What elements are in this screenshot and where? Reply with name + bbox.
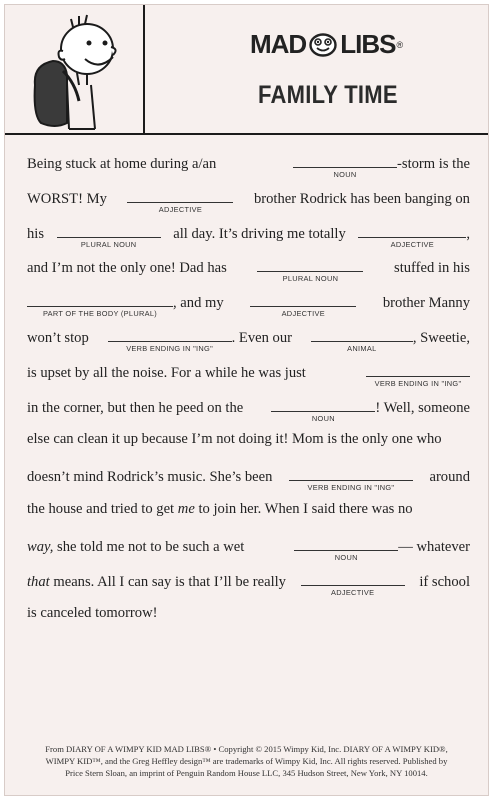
story-text-segment: , Sweetie, [412, 329, 470, 346]
story-line-6 [27, 327, 470, 362]
story-line-14 [27, 605, 470, 640]
blank-label: ANIMAL [347, 343, 377, 353]
story-text-segment: — whatever [398, 538, 470, 555]
blank-adjective[interactable] [301, 571, 405, 597]
story-emphasis: way, [27, 538, 54, 555]
story-text-segment: , [466, 225, 470, 242]
blank-label: PLURAL NOUN [80, 239, 137, 249]
story-text-segment: she told me not to be such a wet [57, 538, 245, 555]
blank-label: VERB ENDING IN "ING" [126, 343, 214, 353]
story-text-segment: won’t stop [27, 329, 89, 346]
story-line-5 [27, 292, 470, 327]
mad-libs-page [4, 4, 489, 796]
story-text-segment: is upset by all the noise. For a while he was just [27, 364, 306, 381]
story-line-12 [27, 536, 470, 571]
greg-heffley-drawing-icon [5, 5, 141, 131]
copyright-line: WIMPY KID™, and the Greg Heffley design™ are trademarks of Wimpy Kid, Inc. All rights reserved. Published by [45, 756, 448, 766]
story-emphasis: that [27, 573, 50, 590]
logo-registered-mark: ® [396, 39, 403, 50]
story-text-segment: Being stuck at home during a/an [27, 156, 217, 172]
mad-libs-logo [250, 29, 402, 60]
logo-text-right: LIBS [340, 29, 396, 59]
blank-adjective[interactable] [358, 223, 466, 249]
story-emphasis: me [177, 500, 195, 517]
blank-verb-ending-in-ing[interactable] [289, 466, 413, 493]
story-line-13 [27, 571, 470, 606]
blank-label: ADJECTIVE [390, 239, 435, 249]
story-text-segment: WORST! My [27, 190, 107, 207]
story-line-3 [27, 223, 470, 258]
greg-heffley-illustration [5, 5, 145, 133]
blank-label: PLURAL NOUN [282, 274, 339, 284]
blank-animal[interactable] [311, 327, 413, 353]
logo-text-left: MAD [250, 29, 307, 59]
blank-label: ADJECTIVE [281, 309, 325, 319]
story-line-9 [27, 431, 470, 466]
blank-label: ADJECTIVE [330, 587, 375, 597]
story-line-11 [27, 501, 470, 536]
story-text-segment: in the corner, but then he peed on the [27, 399, 244, 416]
story-text-segment: brother Rodrick has been banging on [253, 190, 470, 207]
story-text-segment: his [27, 225, 45, 242]
blank-verb-ending-in-ing[interactable] [108, 327, 232, 353]
mad-libs-face-icon [309, 33, 337, 57]
blank-label: VERB ENDING IN "ING" [307, 483, 395, 493]
blank-adjective[interactable] [250, 292, 356, 319]
blank-label: NOUN [333, 170, 357, 179]
blank-noun[interactable] [294, 536, 398, 562]
story-line-1 [27, 153, 470, 188]
story-text-segment: brother Manny [382, 295, 470, 312]
story-line-8 [27, 397, 470, 432]
blank-label: NOUN [334, 552, 358, 562]
story-text [27, 153, 470, 640]
story-text-segment: to join her. When I said there was no [198, 500, 413, 517]
story-line-10 [27, 466, 470, 501]
story-text-segment: doesn’t mind Rodrick’s music. She’s been [27, 469, 273, 486]
copyright-line: Price Stern Sloan, an imprint of Penguin Random House LLC, 345 Hudson Street, New York, NY 10014. [65, 768, 428, 778]
story-text-segment: . Even our [231, 329, 292, 346]
blank-plural-noun[interactable] [257, 257, 363, 284]
story-text-segment: else can clean it up because I’m not doing it! Mom is the only one who [27, 431, 442, 448]
blank-label: VERB ENDING IN "ING" [374, 378, 462, 388]
story-line-2 [27, 188, 470, 223]
story-line-7 [27, 362, 470, 397]
story-text-segment: is canceled tomorrow! [27, 605, 158, 622]
story-text-segment: around [429, 469, 470, 486]
story-text-segment: means. All I can say is that I’ll be really [53, 573, 286, 590]
blank-adjective[interactable] [127, 188, 233, 214]
story-text-segment: and I’m not the only one! Dad has [27, 260, 227, 277]
story-line-4 [27, 257, 470, 292]
story-text-segment: the house and tried to get [27, 500, 175, 517]
blank-noun[interactable] [293, 153, 397, 179]
copyright-line: From DIARY OF A WIMPY KID MAD LIBS® • Copyright © 2015 Wimpy Kid, Inc. DIARY OF A WIMPY KID®, [45, 744, 448, 754]
story-text-segment: all day. It’s driving me totally [173, 225, 346, 242]
story-text-segment: -storm is the [397, 156, 470, 172]
blank-plural-noun[interactable] [57, 223, 161, 249]
blank-label: NOUN [311, 413, 335, 423]
story-text-segment: ! Well, someone [375, 399, 470, 416]
blank-label: ADJECTIVE [158, 204, 203, 214]
story-text-segment: if school [419, 573, 470, 590]
page-header [5, 5, 488, 135]
blank-verb-ending-in-ing[interactable] [366, 362, 470, 388]
blank-noun[interactable] [271, 397, 375, 423]
story-text-segment: stuffed in his [394, 260, 470, 277]
blank-part-of-body-plural[interactable] [27, 292, 173, 319]
story-text-segment: , and my [173, 295, 224, 312]
blank-label: PART OF THE BODY (PLURAL) [42, 309, 157, 319]
page-title: FAMILY TIME [258, 81, 398, 109]
copyright-footer [15, 743, 478, 779]
